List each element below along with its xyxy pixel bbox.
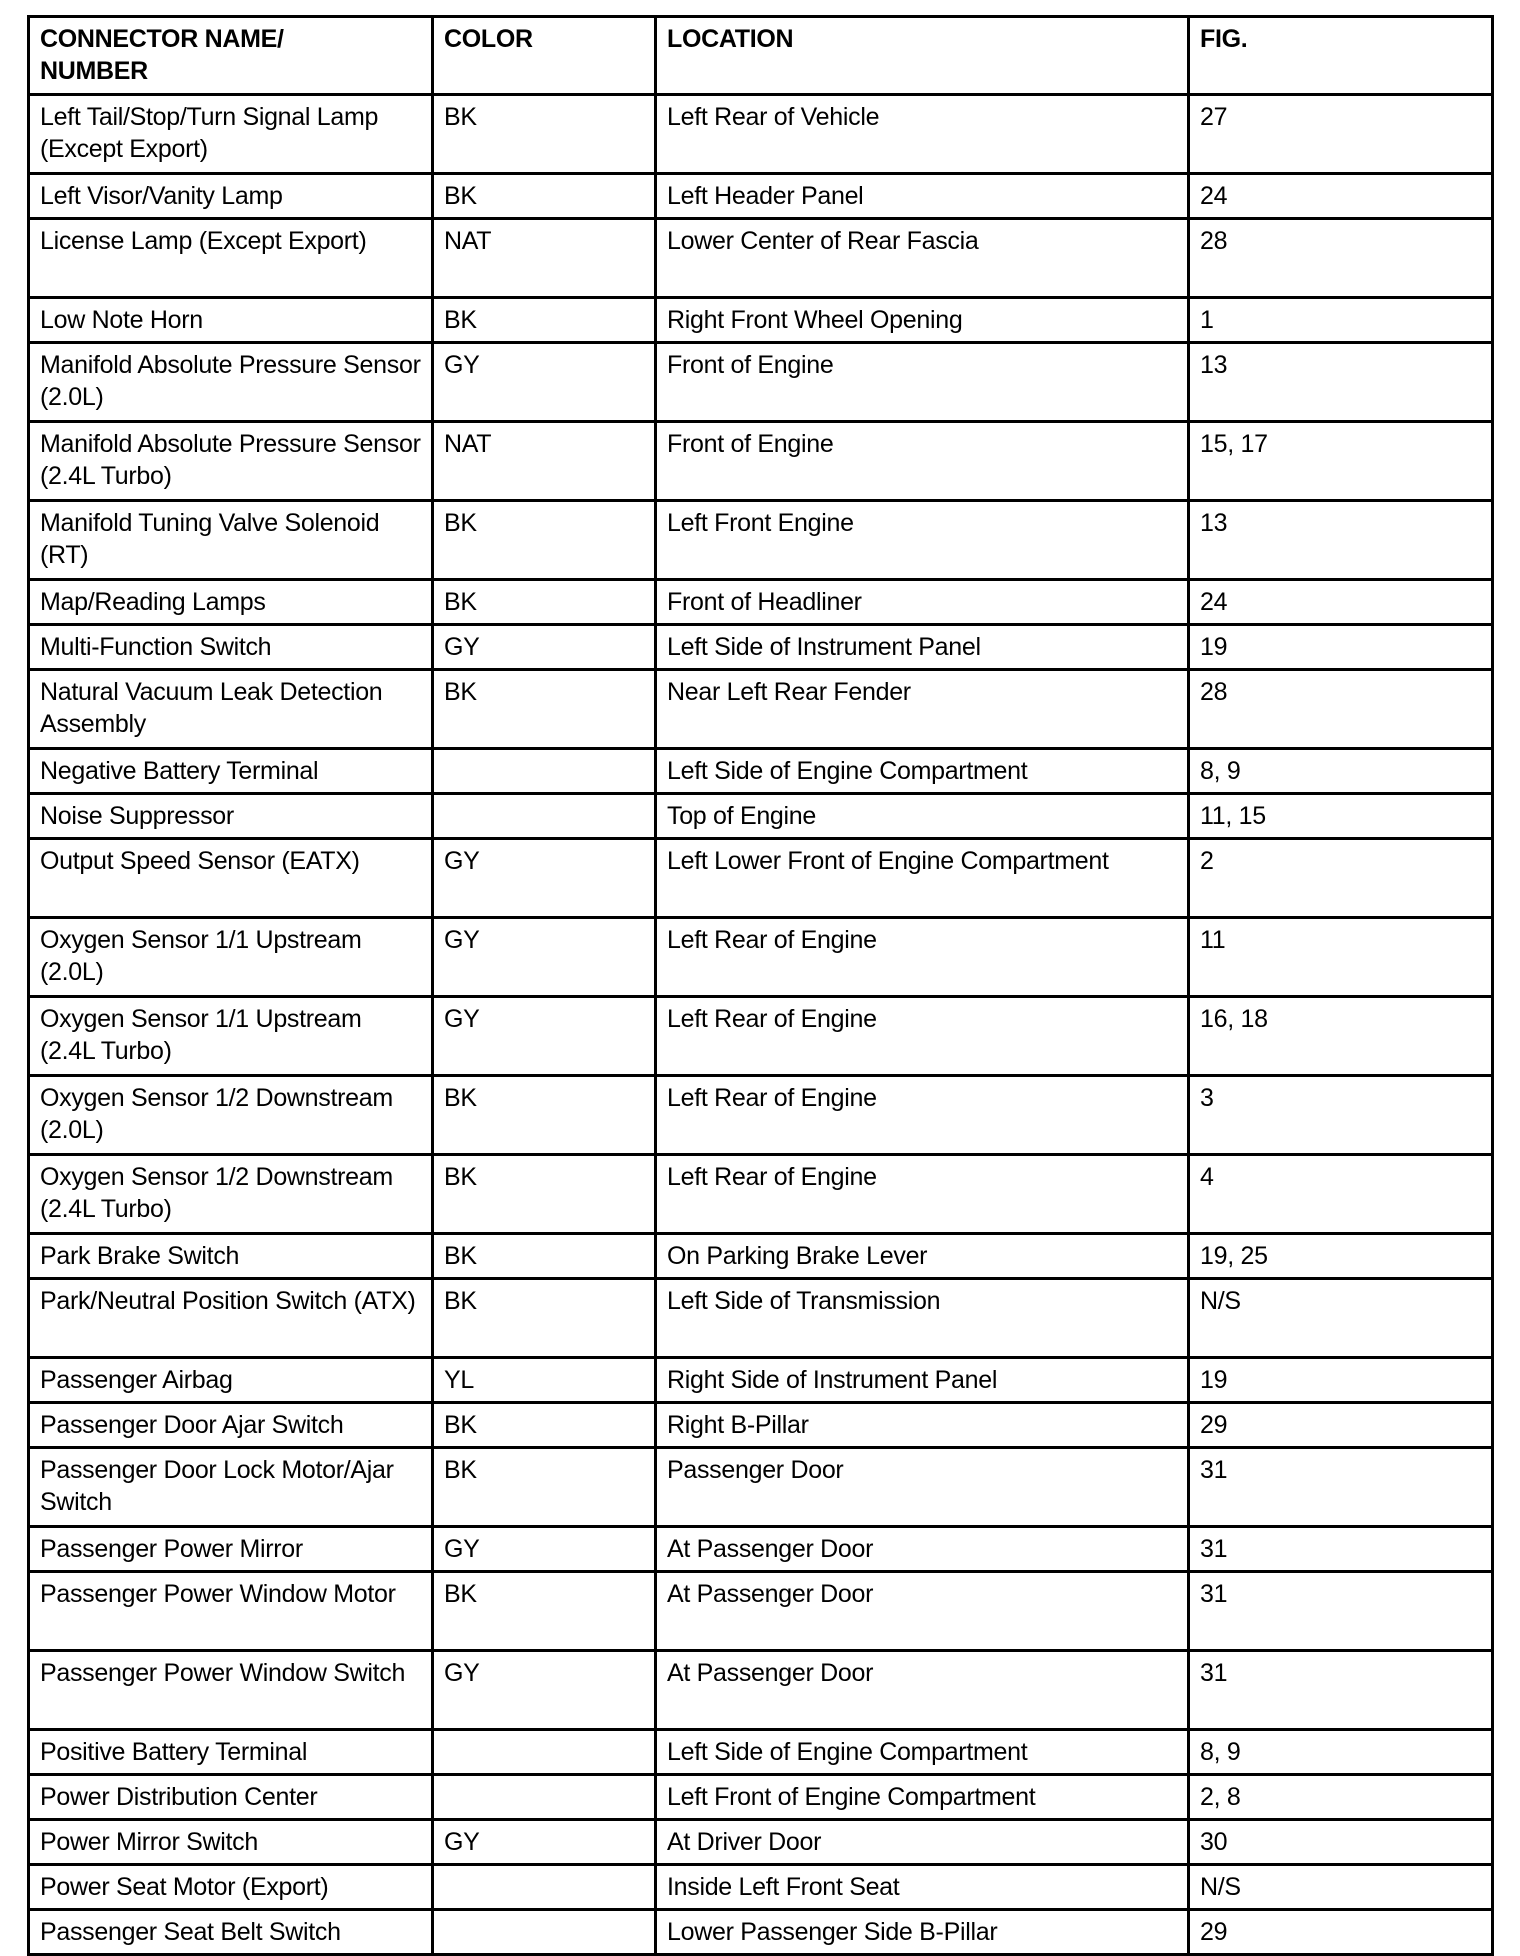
fig-cell: 16, 18 [1189,997,1493,1076]
fig-cell: 29 [1189,1910,1493,1955]
table-row [29,1155,1493,1234]
color-cell: NAT [433,422,656,501]
color-cell: BK [433,174,656,219]
color-cell [433,749,656,794]
table-row [29,422,1493,501]
connector-name-cell: Park/Neutral Position Switch (ATX) [29,1279,433,1358]
color-cell: BK [433,1155,656,1234]
location-cell: At Passenger Door [656,1572,1189,1651]
location-cell: Left Front of Engine Compartment [656,1775,1189,1820]
color-cell: BK [433,1234,656,1279]
connector-name-cell: Noise Suppressor [29,794,433,839]
fig-cell: 28 [1189,219,1493,298]
color-cell: GY [433,1527,656,1572]
table-row [29,625,1493,670]
connector-name-cell: Passenger Power Window Motor [29,1572,433,1651]
connector-name-cell: Positive Battery Terminal [29,1730,433,1775]
connector-name-cell: Oxygen Sensor 1/1 Upstream (2.0L) [29,918,433,997]
connector-name-cell: Natural Vacuum Leak Detection Assembly [29,670,433,749]
fig-cell: 19 [1189,625,1493,670]
color-cell: BK [433,1076,656,1155]
connector-name-cell: Passenger Door Ajar Switch [29,1403,433,1448]
fig-cell: 24 [1189,174,1493,219]
location-cell: Left Side of Instrument Panel [656,625,1189,670]
color-cell: GY [433,918,656,997]
table-row [29,1279,1493,1358]
table-row [29,298,1493,343]
connector-name-cell: Left Visor/Vanity Lamp [29,174,433,219]
table-row [29,580,1493,625]
color-cell: GY [433,1820,656,1865]
fig-cell: 4 [1189,1155,1493,1234]
table-row [29,997,1493,1076]
table-row [29,1358,1493,1403]
fig-cell: 24 [1189,580,1493,625]
connector-name-cell: Manifold Absolute Pressure Sensor (2.0L) [29,343,433,422]
location-cell: Right B-Pillar [656,1403,1189,1448]
table-row [29,1448,1493,1527]
connector-name-cell: Passenger Airbag [29,1358,433,1403]
fig-cell: 11 [1189,918,1493,997]
color-cell: BK [433,298,656,343]
location-cell: Lower Passenger Side B-Pillar [656,1910,1189,1955]
color-cell: GY [433,1651,656,1730]
connector-name-cell: Passenger Power Mirror [29,1527,433,1572]
color-cell: NAT [433,219,656,298]
table-row [29,794,1493,839]
color-cell: GY [433,343,656,422]
fig-cell: 19 [1189,1358,1493,1403]
table-row [29,174,1493,219]
location-cell: Right Front Wheel Opening [656,298,1189,343]
table-row [29,1076,1493,1155]
fig-cell: 1 [1189,298,1493,343]
connector-name-cell: Power Seat Motor (Export) [29,1865,433,1910]
table-row [29,839,1493,918]
header-connector-name: CONNECTOR NAME/ NUMBER [29,17,433,95]
location-cell: Top of Engine [656,794,1189,839]
connector-name-cell: Negative Battery Terminal [29,749,433,794]
connector-name-cell: Oxygen Sensor 1/2 Downstream (2.0L) [29,1076,433,1155]
connector-name-cell: Oxygen Sensor 1/2 Downstream (2.4L Turbo) [29,1155,433,1234]
color-cell [433,1865,656,1910]
connector-name-cell: Passenger Power Window Switch [29,1651,433,1730]
connector-name-cell: Power Distribution Center [29,1775,433,1820]
header-location: LOCATION [656,17,1189,95]
color-cell: BK [433,1572,656,1651]
fig-cell: N/S [1189,1279,1493,1358]
connector-name-cell: Passenger Seat Belt Switch [29,1910,433,1955]
connector-table [27,15,1494,1956]
fig-cell: 30 [1189,1820,1493,1865]
color-cell: GY [433,997,656,1076]
fig-cell: 31 [1189,1651,1493,1730]
connector-name-cell: Map/Reading Lamps [29,580,433,625]
color-cell [433,794,656,839]
fig-cell: 15, 17 [1189,422,1493,501]
fig-cell: 28 [1189,670,1493,749]
location-cell: Right Side of Instrument Panel [656,1358,1189,1403]
connector-name-cell: License Lamp (Except Export) [29,219,433,298]
location-cell: Front of Headliner [656,580,1189,625]
table-row [29,1910,1493,1955]
connector-name-cell: Passenger Door Lock Motor/Ajar Switch [29,1448,433,1527]
fig-cell: 29 [1189,1403,1493,1448]
table-row [29,1820,1493,1865]
header-row [29,17,1493,95]
location-cell: Left Side of Transmission [656,1279,1189,1358]
fig-cell: 27 [1189,95,1493,174]
location-cell: At Driver Door [656,1820,1189,1865]
table-row [29,343,1493,422]
connector-name-cell: Park Brake Switch [29,1234,433,1279]
connector-name-cell: Multi-Function Switch [29,625,433,670]
fig-cell: 13 [1189,501,1493,580]
location-cell: Left Side of Engine Compartment [656,749,1189,794]
color-cell: BK [433,670,656,749]
location-cell: Inside Left Front Seat [656,1865,1189,1910]
fig-cell: 8, 9 [1189,749,1493,794]
connector-name-cell: Oxygen Sensor 1/1 Upstream (2.4L Turbo) [29,997,433,1076]
header-fig: FIG. [1189,17,1493,95]
location-cell: Passenger Door [656,1448,1189,1527]
table-row [29,1865,1493,1910]
location-cell: Left Header Panel [656,174,1189,219]
location-cell: Left Rear of Engine [656,918,1189,997]
location-cell: Front of Engine [656,422,1189,501]
color-cell: BK [433,95,656,174]
color-cell: BK [433,501,656,580]
connector-name-cell: Low Note Horn [29,298,433,343]
color-cell: GY [433,839,656,918]
fig-cell: 3 [1189,1076,1493,1155]
color-cell: BK [433,1448,656,1527]
color-cell: BK [433,1279,656,1358]
location-cell: Front of Engine [656,343,1189,422]
fig-cell: 2, 8 [1189,1775,1493,1820]
color-cell: BK [433,580,656,625]
table-row [29,1403,1493,1448]
table-row [29,918,1493,997]
table-row [29,219,1493,298]
color-cell [433,1730,656,1775]
table-row [29,1775,1493,1820]
table-row [29,1234,1493,1279]
location-cell: At Passenger Door [656,1527,1189,1572]
location-cell: Left Rear of Engine [656,1155,1189,1234]
connector-name-cell: Manifold Tuning Valve Solenoid (RT) [29,501,433,580]
location-cell: At Passenger Door [656,1651,1189,1730]
table-row [29,95,1493,174]
fig-cell: 13 [1189,343,1493,422]
color-cell [433,1775,656,1820]
table-body [29,95,1493,1955]
fig-cell: 11, 15 [1189,794,1493,839]
location-cell: Left Side of Engine Compartment [656,1730,1189,1775]
header-color: COLOR [433,17,656,95]
location-cell: Left Front Engine [656,501,1189,580]
location-cell: Left Rear of Engine [656,997,1189,1076]
connector-name-cell: Manifold Absolute Pressure Sensor (2.4L Turbo) [29,422,433,501]
fig-cell: 31 [1189,1572,1493,1651]
location-cell: Lower Center of Rear Fascia [656,219,1189,298]
location-cell: Left Rear of Vehicle [656,95,1189,174]
connector-name-cell: Power Mirror Switch [29,1820,433,1865]
color-cell: YL [433,1358,656,1403]
table-row [29,749,1493,794]
color-cell: GY [433,625,656,670]
color-cell: BK [433,1403,656,1448]
location-cell: Left Lower Front of Engine Compartment [656,839,1189,918]
fig-cell: 31 [1189,1448,1493,1527]
fig-cell: 2 [1189,839,1493,918]
table-row [29,1527,1493,1572]
location-cell: Near Left Rear Fender [656,670,1189,749]
color-cell [433,1910,656,1955]
location-cell: Left Rear of Engine [656,1076,1189,1155]
table-row [29,670,1493,749]
table-row [29,501,1493,580]
fig-cell: 31 [1189,1527,1493,1572]
fig-cell: 19, 25 [1189,1234,1493,1279]
table-row [29,1730,1493,1775]
connector-name-cell: Left Tail/Stop/Turn Signal Lamp (Except Export) [29,95,433,174]
connector-name-cell: Output Speed Sensor (EATX) [29,839,433,918]
fig-cell: 8, 9 [1189,1730,1493,1775]
location-cell: On Parking Brake Lever [656,1234,1189,1279]
table-row [29,1572,1493,1651]
table-row [29,1651,1493,1730]
fig-cell: N/S [1189,1865,1493,1910]
